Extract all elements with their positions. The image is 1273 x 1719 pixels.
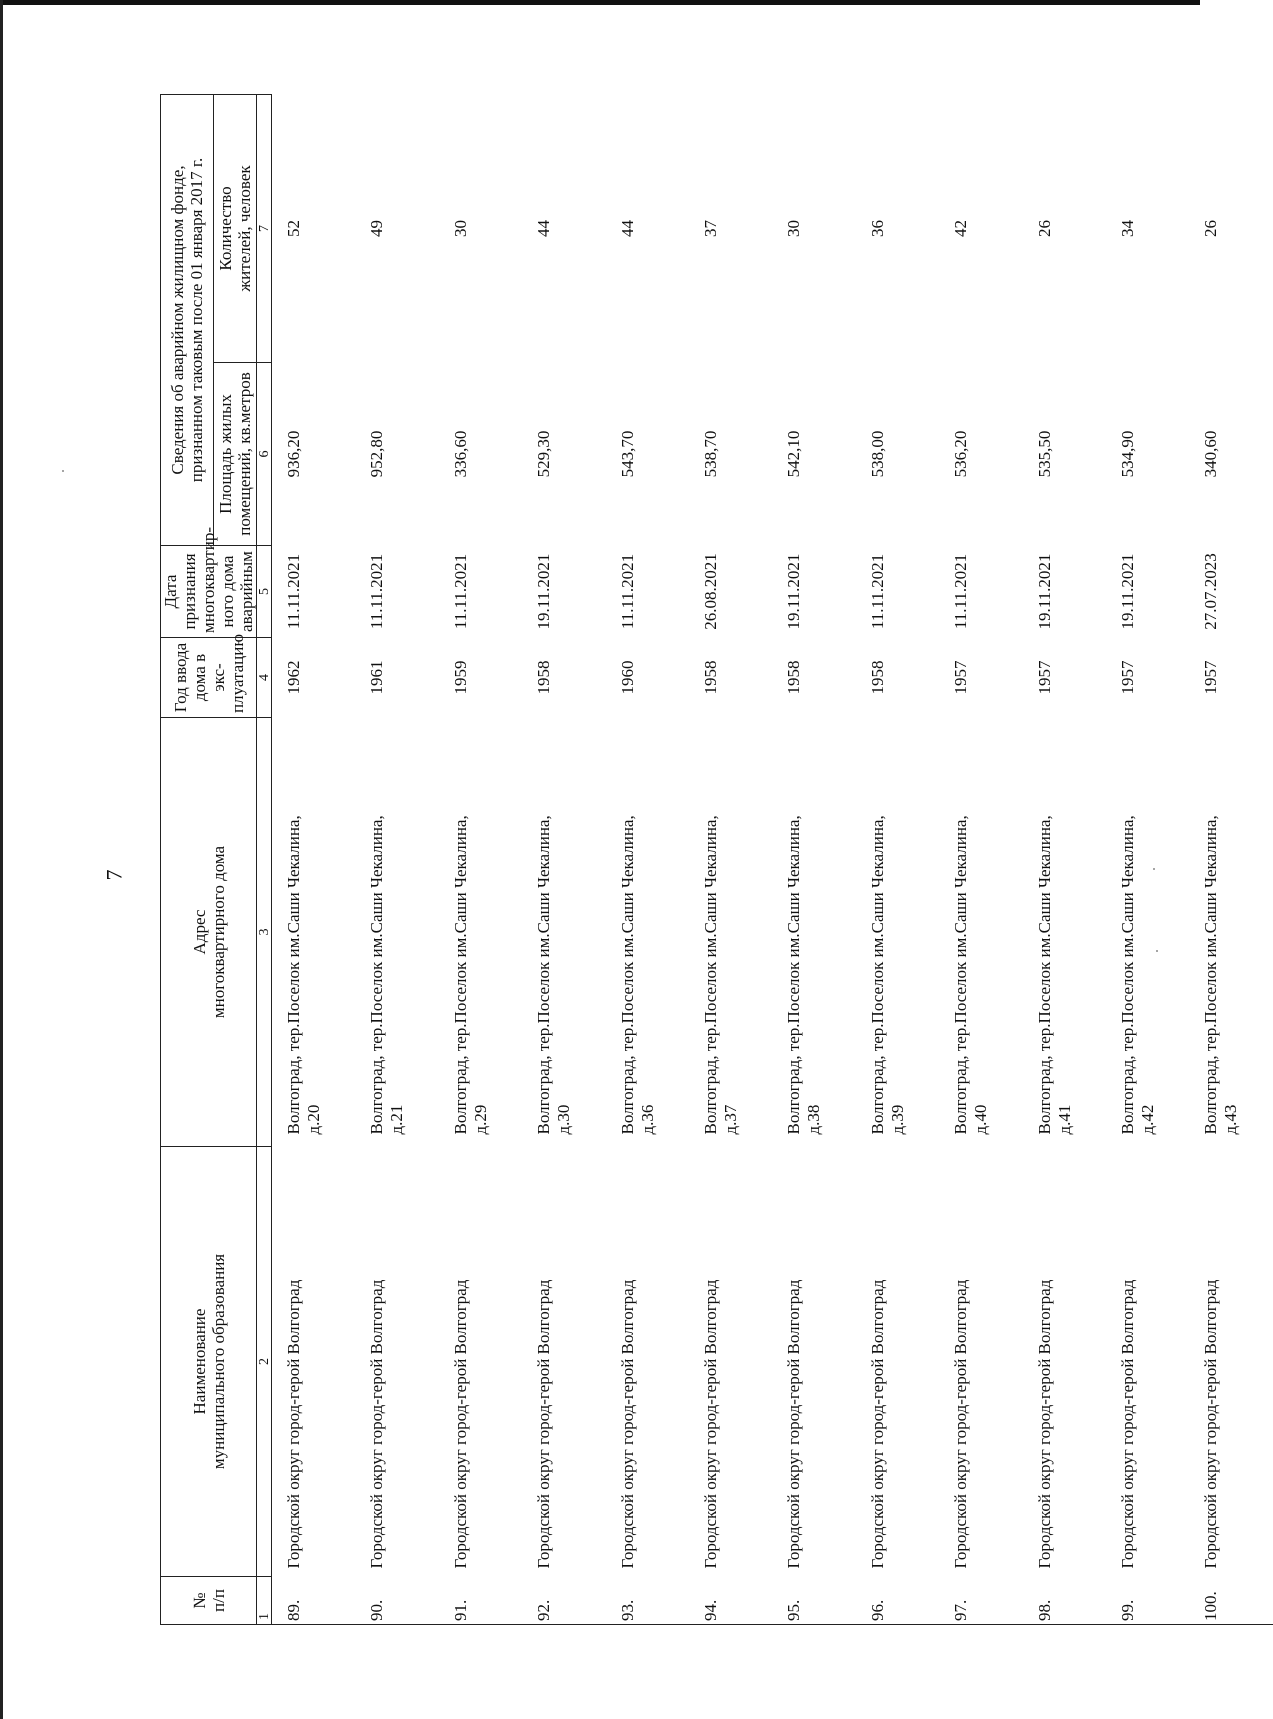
living-area: 535,50 [1034,430,1054,478]
house-address: Волгоград, тер.Поселок им.Саши Чекалина, д.39 [867,815,907,1135]
scan-edge-left [0,0,3,1719]
living-area: 538,00 [867,430,887,478]
commission-year: 1957 [1201,660,1221,695]
living-area: 543,70 [617,430,637,478]
emergency-date: 11.11.2021 [867,553,887,630]
house-address: Волгоград, тер.Поселок им.Саши Чекалина, д.21 [367,815,407,1135]
residents-count: 34 [1117,220,1137,237]
header-area: Площадь жилых помещений, кв.метров [214,363,257,546]
table-row [1189,94,1272,1624]
municipality-name: Городской округ город-герой Волгоград [784,1279,804,1569]
header-no: № п/п [161,1577,257,1625]
emergency-date: 11.11.2021 [951,553,971,630]
commission-year: 1960 [617,660,637,695]
page-number: 7 [101,869,127,881]
house-address: Волгоград, тер.Поселок им.Саши Чекалина, д.37 [700,815,740,1135]
living-area: 542,10 [784,430,804,478]
table-row [856,94,939,1624]
table-row [1023,94,1106,1624]
house-address: Волгоград, тер.Поселок им.Саши Чекалина, д.36 [617,815,657,1135]
emergency-date: 11.11.2021 [272,546,356,638]
rotated-table-container [160,95,1241,1625]
house-address: Волгоград, тер.Поселок им.Саши Чекалина, д.29 [450,815,490,1135]
table-row [522,94,605,1624]
house-address: Волгоград, тер.Поселок им.Саши Чекалина, д.20 [272,718,356,1147]
commission-year: 1958 [700,660,720,695]
municipality-name: Городской округ город-герой Волгоград [617,1279,637,1569]
col-number-5: 5 [257,546,272,638]
table-row [689,94,772,1624]
table-row [939,94,1022,1624]
table-header [161,94,272,1624]
table-row [606,94,689,1624]
residents-count: 26 [1034,220,1054,237]
commission-year: 1962 [272,638,356,718]
col-number-7: 7 [257,94,272,362]
living-area: 340,60 [1201,430,1221,478]
table-row [272,94,356,1624]
emergency-date: 27.07.2023 [1201,553,1221,630]
living-area: 936,20 [272,363,356,546]
emergency-date: 11.11.2021 [450,553,470,630]
row-number: 95. [772,1577,855,1625]
col-number-2: 2 [257,1147,272,1577]
row-number: 99. [1106,1577,1189,1625]
residents-count: 26 [1201,220,1221,237]
commission-year: 1957 [1034,660,1054,695]
row-number: 97. [939,1577,1022,1625]
emergency-date: 11.11.2021 [617,553,637,630]
municipality-name: Городской округ город-герой Волгоград [272,1147,356,1577]
commission-year: 1958 [784,660,804,695]
row-number: 93. [606,1577,689,1625]
commission-year: 1957 [951,660,971,695]
emergency-date: 11.11.2021 [367,553,387,630]
municipality-name: Городской округ город-герой Волгоград [867,1279,887,1569]
municipality-name: Городской округ город-герой Волгоград [534,1279,554,1569]
table-row [772,94,855,1624]
living-area: 529,30 [534,430,554,478]
municipality-name: Городской округ город-герой Волгоград [700,1279,720,1569]
living-area: 534,90 [1117,430,1137,478]
house-address: Волгоград, тер.Поселок им.Саши Чекалина, д.40 [951,815,991,1135]
house-address: Волгоград, тер.Поселок им.Саши Чекалина, д.38 [784,815,824,1135]
scan-speck [62,470,64,472]
table-row [439,94,522,1624]
header-date: Дата признания многоквартир- ного дома аварийным [161,546,257,638]
col-number-4: 4 [257,638,272,718]
commission-year: 1957 [1117,660,1137,695]
col-number-6: 6 [257,363,272,546]
row-number: 98. [1023,1577,1106,1625]
col-number-1: 1 [257,1577,272,1625]
living-area: 952,80 [367,430,387,478]
municipality-name: Городской округ город-герой Волгоград [1034,1279,1054,1569]
row-number: 91. [439,1577,522,1625]
commission-year: 1958 [534,660,554,695]
commission-year: 1958 [867,660,887,695]
municipality-name: Городской округ город-герой Волгоград [450,1279,470,1569]
header-info: Сведения об аварийном жилищном фонде, признанном таковым после 01 января 2017 г. [161,94,214,545]
emergency-date: 19.11.2021 [784,553,804,630]
table-body [272,94,1273,1624]
header-residents: Количество жителей, человек [214,94,257,362]
table-row [355,94,438,1624]
residents-count: 52 [272,94,356,362]
row-number: 89. [272,1577,356,1625]
house-address: Волгоград, тер.Поселок им.Саши Чекалина, д.30 [534,815,574,1135]
header-name: Наименование муниципального образования [161,1147,257,1577]
municipality-name: Городской округ город-герой Волгоград [1201,1279,1221,1569]
table-row [1106,94,1189,1624]
residents-count: 36 [867,220,887,237]
living-area: 538,70 [700,430,720,478]
commission-year: 1959 [450,660,470,695]
scan-edge-top [0,0,1200,5]
row-number: 92. [522,1577,605,1625]
row-number: 90. [355,1577,438,1625]
residents-count: 30 [450,220,470,237]
municipality-name: Городской округ город-герой Волгоград [951,1279,971,1569]
residents-count: 42 [951,220,971,237]
emergency-date: 19.11.2021 [1034,553,1054,630]
residents-count: 30 [784,220,804,237]
house-address: Волгоград, тер.Поселок им.Саши Чекалина, д.42 [1117,815,1157,1135]
residents-count: 44 [617,220,637,237]
municipality-name: Городской округ город-герой Волгоград [367,1279,387,1569]
row-number: 94. [689,1577,772,1625]
row-number: 96. [856,1577,939,1625]
header-year: Год ввода дома в экс- плуатацию [161,638,257,718]
emergency-housing-table [160,94,1273,1625]
col-number-3: 3 [257,718,272,1147]
residents-count: 49 [367,220,387,237]
row-number: 100. [1189,1577,1272,1625]
header-address: Адрес многоквартирного дома [161,718,257,1147]
living-area: 536,20 [951,430,971,478]
residents-count: 37 [700,220,720,237]
residents-count: 44 [534,220,554,237]
house-address: Волгоград, тер.Поселок им.Саши Чекалина, д.43 [1201,815,1241,1135]
emergency-date: 19.11.2021 [1117,553,1137,630]
municipality-name: Городской округ город-герой Волгоград [1117,1279,1137,1569]
emergency-date: 26.08.2021 [700,553,720,630]
living-area: 336,60 [450,430,470,478]
commission-year: 1961 [367,660,387,695]
house-address: Волгоград, тер.Поселок им.Саши Чекалина, д.41 [1034,815,1074,1135]
emergency-date: 19.11.2021 [534,553,554,630]
